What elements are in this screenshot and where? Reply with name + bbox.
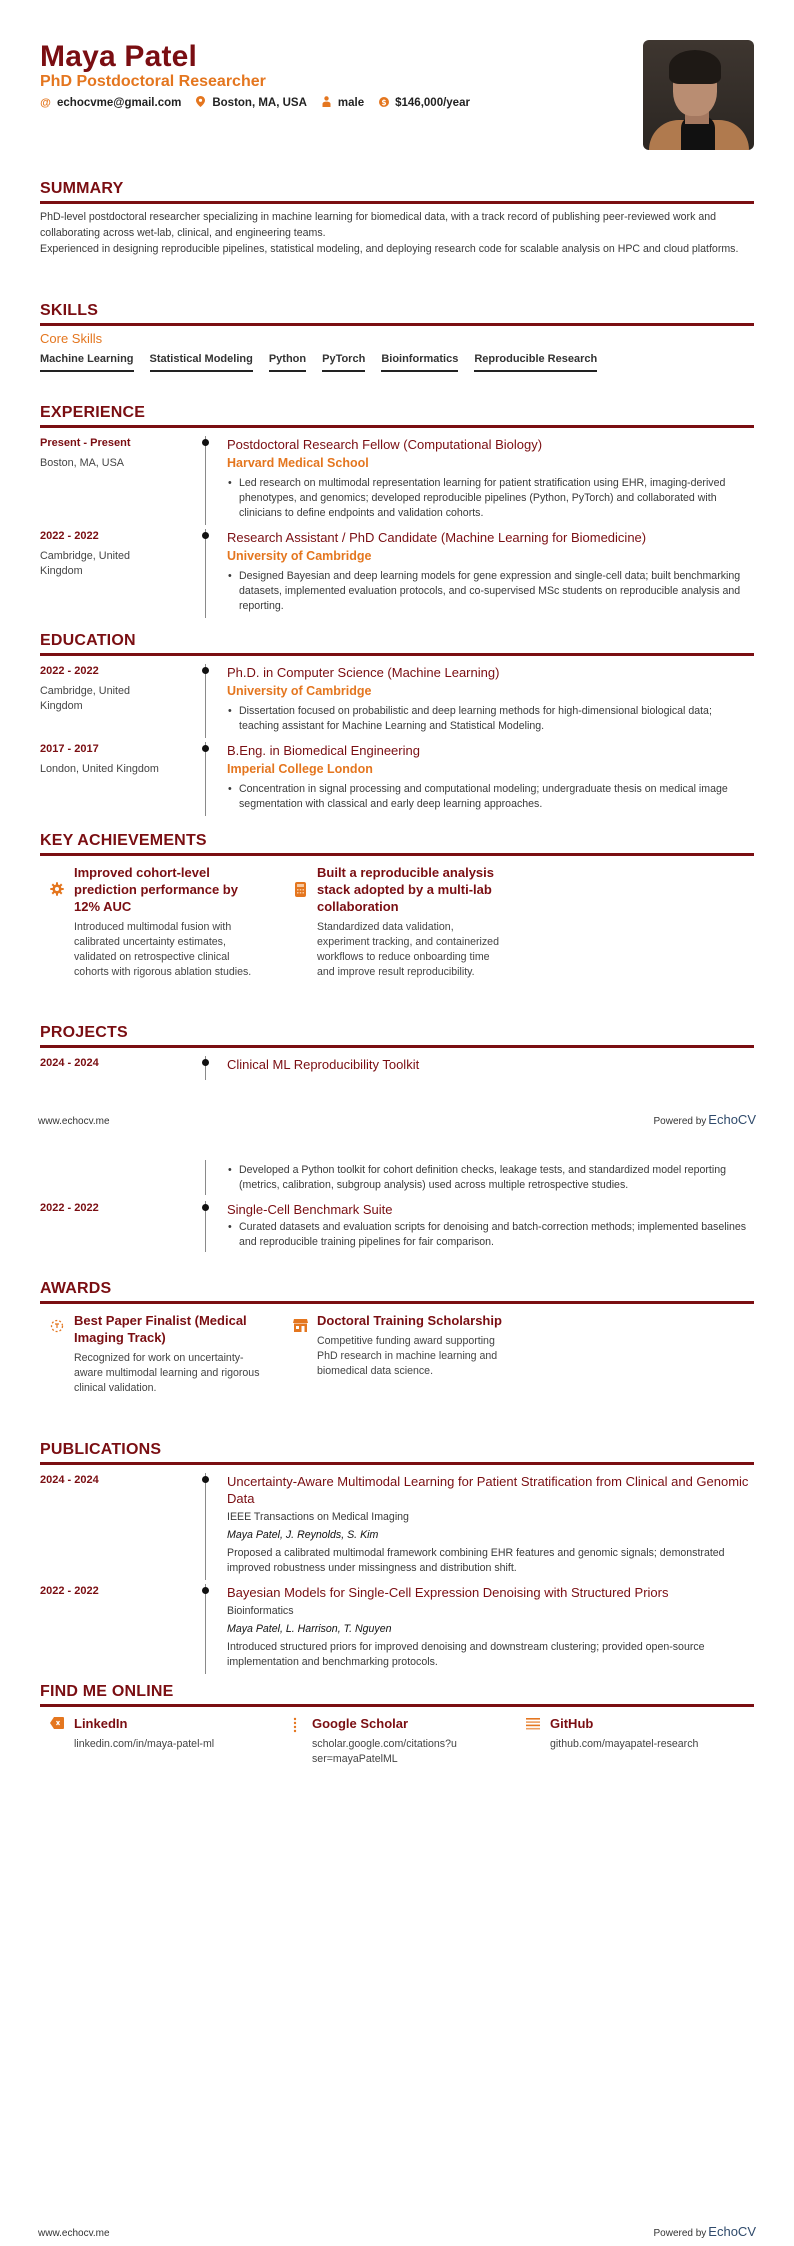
publication-title: Uncertainty-Aware Multimodal Learning for Patient Stratification from Clinical and Genomic Data (227, 1474, 749, 1506)
award-description: Competitive funding award supporting PhD research in machine learning and biomedical data science. (317, 1335, 498, 1377)
projects-section-continued (40, 1160, 754, 1252)
link-url[interactable]: github.com/mayapatel-research (550, 1738, 699, 1750)
publication-venue: IEEE Transactions on Medical Imaging (227, 1511, 409, 1523)
salary-text: $146,000/year (395, 97, 470, 109)
timeline-dot (202, 667, 209, 674)
section-divider (40, 1301, 754, 1304)
project-entry-continued (40, 1160, 754, 1195)
award-card (40, 1312, 270, 1396)
publication-venue: Bioinformatics (227, 1605, 294, 1617)
entry-location: Boston, MA, USA (40, 457, 125, 469)
timeline-dot (202, 1059, 209, 1066)
publication-authors: Maya Patel, L. Harrison, T. Nguyen (227, 1623, 392, 1635)
contact-gender (321, 96, 364, 110)
skills-section (40, 302, 754, 372)
award-description: Recognized for work on uncertainty-aware multimodal learning and rigorous clinical validation. (74, 1352, 260, 1394)
entry-date: 2017 - 2017 (40, 743, 99, 755)
profile-photo (643, 40, 754, 150)
svg-text:$: $ (381, 97, 387, 107)
link-url[interactable]: scholar.google.com/citations?user=mayaPatelML (312, 1738, 457, 1765)
entry-date: 2024 - 2024 (40, 1474, 99, 1486)
location-text: Boston, MA, USA (212, 97, 307, 109)
section-title: EXPERIENCE (40, 404, 146, 421)
page-footer (38, 2224, 756, 2239)
education-entry (40, 742, 754, 816)
footer-brand[interactable]: EchoCV (708, 2224, 756, 2239)
store-icon (283, 1312, 317, 1396)
skill-tag: Machine Learning (40, 353, 134, 372)
page-footer (38, 1112, 756, 1127)
candidate-name: Maya Patel (40, 40, 198, 73)
contact-location (195, 96, 307, 110)
dollar-coin-icon (378, 97, 389, 110)
summary-paragraph: PhD-level postdoctoral researcher specializing in machine learning for biomedical data, with a track record of publishing peer-reviewed work and collaborating across wet-lab, clinical, and engineering teams. (40, 211, 716, 239)
projects-section (40, 1024, 754, 1080)
entry-bullet: • Developed a Python toolkit for cohort definition checks, leakage tests, and standardized model reporting (metrics, calibration, subgroup analysis) used across multiple retrospective studies. (227, 1163, 754, 1193)
online-links (40, 1715, 754, 1767)
achievement-title: Built a reproducible analysis stack adopted by a multi-lab collaboration (317, 865, 494, 914)
skill-tag: Reproducible Research (474, 353, 597, 372)
gender-text: male (337, 97, 365, 109)
entry-date: Present - Present (40, 437, 131, 449)
section-divider (40, 1704, 754, 1707)
section-divider (40, 1045, 754, 1048)
entry-organization: Imperial College London (227, 762, 373, 776)
skill-tag: Statistical Modeling (150, 353, 253, 372)
awards-list (40, 1312, 754, 1396)
online-section (40, 1683, 754, 1767)
achievement-card (40, 864, 270, 980)
link-label: LinkedIn (74, 1716, 128, 1731)
entry-title: Research Assistant / PhD Candidate (Machine Learning for Biomedicine) (227, 530, 647, 545)
footer-powered: Powered by EchoCV (653, 1112, 756, 1127)
skill-tag: Python (269, 353, 306, 372)
timeline-line (205, 1584, 206, 1674)
contact-email[interactable] (40, 97, 181, 109)
timeline-line (205, 436, 206, 525)
entry-date: 2022 - 2022 (40, 530, 99, 542)
link-label: GitHub (550, 1716, 594, 1731)
section-title: FIND ME ONLINE (40, 1683, 174, 1700)
entry-title: Clinical ML Reproducibility Toolkit (227, 1057, 420, 1072)
publications-section (40, 1441, 754, 1674)
calculator-icon (283, 864, 317, 980)
at-icon: @ (40, 97, 51, 109)
section-title: SUMMARY (40, 180, 124, 197)
candidate-role: PhD Postdoctoral Researcher (40, 73, 266, 90)
skill-tag: Bioinformatics (381, 353, 458, 372)
footer-brand[interactable]: EchoCV (708, 1112, 756, 1127)
entry-bullet: • Led research on multimodal representation learning for patient stratification using EHR, imaging-derived phenotypes, and genomics; developed reproducible pipelines (Python, PyTorch) and collaborated with clinicians to define endpoints and validation cohorts. (227, 476, 754, 521)
achievement-description: Standardized data validation, experiment tracking, and containerized workflows to reduce onboarding time and improve result reproducibility. (317, 921, 499, 978)
timeline-line (205, 1473, 206, 1580)
section-divider (40, 853, 754, 856)
publication-title: Bayesian Models for Single-Cell Expression Denoising with Structured Priors (227, 1585, 669, 1600)
section-title: SKILLS (40, 302, 99, 319)
trophy-outline-icon (40, 1312, 74, 1396)
publication-entry (40, 1584, 754, 1674)
timeline-dot (202, 532, 209, 539)
achievement-title: Improved cohort-level prediction performance by 12% AUC (74, 865, 238, 914)
linkedin-tag-icon (40, 1715, 74, 1767)
contact-info (40, 96, 484, 110)
timeline-dot (202, 1587, 209, 1594)
footer-site-link[interactable]: www.echocv.me (38, 2228, 110, 2239)
entry-organization: University of Cambridge (227, 684, 372, 698)
section-title: AWARDS (40, 1280, 112, 1297)
achievements-section (40, 832, 754, 980)
entry-date: 2024 - 2024 (40, 1057, 99, 1069)
entry-date: 2022 - 2022 (40, 665, 99, 677)
entry-location: London, United Kingdom (40, 763, 159, 775)
timeline-line (205, 664, 206, 738)
publication-description: Proposed a calibrated multimodal framework combining EHR features and genomic signals; demonstrated improved robustness under missingness and distribution shift. (227, 1547, 725, 1574)
resume-header (40, 40, 754, 160)
section-divider (40, 1462, 754, 1465)
timeline-line (205, 1160, 206, 1195)
skills-subhead: Core Skills (40, 331, 103, 346)
contact-salary (378, 97, 470, 110)
entry-bullet: • Dissertation focused on probabilistic and deep learning methods for high-dimensional biological data; teaching assistant for Machine Learning and Statistical Modeling. (227, 704, 754, 734)
email-text: echocvme@gmail.com (57, 97, 182, 109)
vertical-dots-icon (278, 1715, 312, 1767)
location-pin-icon (195, 96, 206, 110)
education-entry (40, 664, 754, 738)
link-url[interactable]: linkedin.com/in/maya-patel-ml (74, 1738, 215, 1750)
timeline-line (205, 742, 206, 816)
summary-paragraph: Experienced in designing reproducible pipelines, statistical modeling, and deploying research code for scalable analysis on HPC and cloud platforms. (40, 243, 739, 255)
footer-powered: Powered by EchoCV (653, 2224, 756, 2239)
section-title: EDUCATION (40, 632, 136, 649)
entry-location: Cambridge, United Kingdom (40, 550, 131, 577)
entry-bullet: • Designed Bayesian and deep learning models for gene expression and single-cell data; built benchmarking datasets, implemented evaluation protocols, and co-supervised MSc students on reproducible analysis and reporting. (227, 569, 754, 614)
online-link-linkedin[interactable] (40, 1715, 278, 1767)
skills-list (40, 353, 754, 372)
entry-date: 2022 - 2022 (40, 1585, 99, 1597)
entry-bullet: • Curated datasets and evaluation scripts for denoising and batch-correction methods; implemented baselines and reproducible training pipelines for fair comparison. (227, 1220, 754, 1250)
online-link-github[interactable] (516, 1715, 754, 1767)
publication-description: Introduced structured priors for improved denoising and downstream clustering; provided open-source implementation and benchmarking protocols. (227, 1641, 705, 1668)
achievements-list (40, 864, 754, 980)
section-title: PUBLICATIONS (40, 1441, 162, 1458)
entry-organization: Harvard Medical School (227, 456, 369, 470)
experience-section (40, 404, 754, 618)
link-label: Google Scholar (312, 1716, 409, 1731)
project-entry (40, 1056, 754, 1080)
section-title: KEY ACHIEVEMENTS (40, 832, 207, 849)
gear-icon (40, 864, 74, 980)
skill-tag: PyTorch (322, 353, 365, 372)
timeline-dot (202, 439, 209, 446)
awards-section (40, 1280, 754, 1396)
publication-authors: Maya Patel, J. Reynolds, S. Kim (227, 1529, 379, 1541)
footer-site-link[interactable]: www.echocv.me (38, 1116, 110, 1127)
section-divider (40, 425, 754, 428)
stack-lines-icon (516, 1715, 550, 1767)
section-divider (40, 201, 754, 204)
section-divider (40, 653, 754, 656)
timeline-dot (202, 1204, 209, 1211)
entry-location: Cambridge, United Kingdom (40, 685, 131, 712)
entry-title: Postdoctoral Research Fellow (Computational Biology) (227, 437, 543, 452)
achievement-description: Introduced multimodal fusion with calibrated uncertainty estimates, validated on retrospective clinical cohorts with rigorous ablation studies. (74, 921, 252, 978)
entry-title: B.Eng. in Biomedical Engineering (227, 743, 420, 758)
online-link-google-scholar[interactable] (278, 1715, 516, 1767)
entry-bullet: • Concentration in signal processing and computational modeling; undergraduate thesis on medical image segmentation with classical and early deep learning approaches. (227, 782, 754, 812)
project-entry (40, 1201, 754, 1252)
timeline-dot (202, 745, 209, 752)
entry-title: Single-Cell Benchmark Suite (227, 1202, 393, 1217)
entry-organization: University of Cambridge (227, 549, 372, 563)
publication-entry (40, 1473, 754, 1580)
section-title: PROJECTS (40, 1024, 128, 1041)
timeline-dot (202, 1476, 209, 1483)
timeline-line (205, 529, 206, 618)
entry-date: 2022 - 2022 (40, 1202, 99, 1214)
achievement-card (283, 864, 513, 980)
award-title: Best Paper Finalist (Medical Imaging Track) (74, 1313, 247, 1345)
entry-title: Ph.D. in Computer Science (Machine Learning) (227, 665, 500, 680)
section-divider (40, 323, 754, 326)
experience-entry (40, 529, 754, 618)
education-section (40, 632, 754, 816)
person-icon (321, 96, 332, 110)
experience-entry (40, 436, 754, 525)
award-title: Doctoral Training Scholarship (317, 1313, 502, 1328)
award-card (283, 1312, 513, 1396)
summary-section (40, 180, 754, 258)
